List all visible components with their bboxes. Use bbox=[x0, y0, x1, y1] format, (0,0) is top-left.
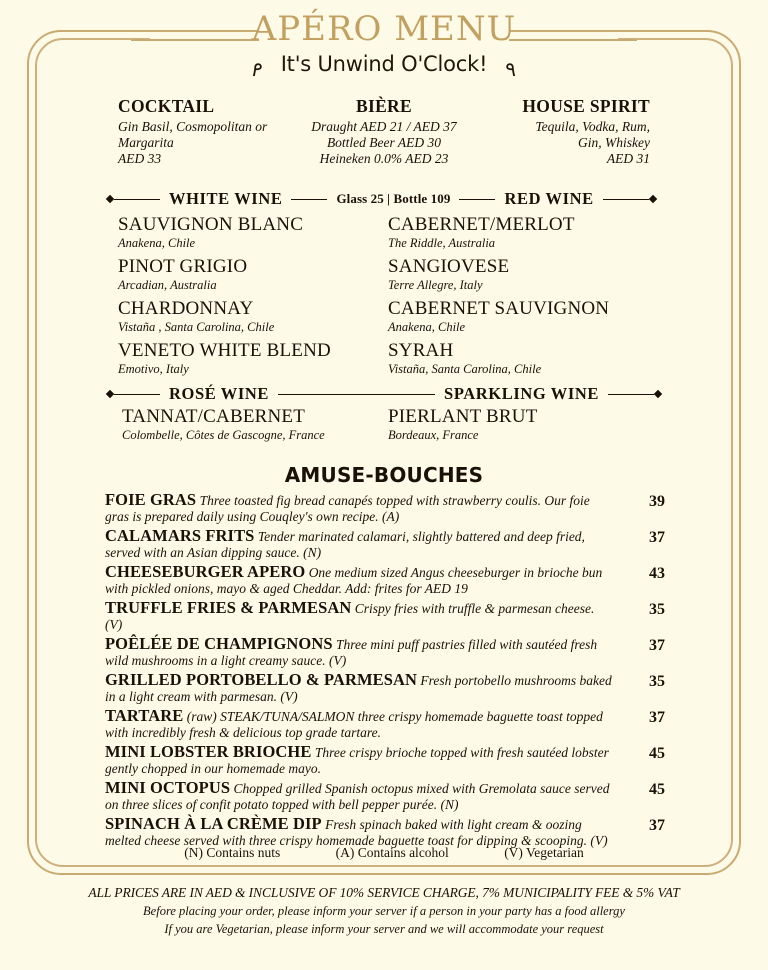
allergen-legend bbox=[0, 845, 768, 861]
rule-line bbox=[114, 394, 160, 395]
red-wine-heading: RED WINE bbox=[504, 189, 594, 208]
footer-price-note: ALL PRICES ARE IN AED & INCLUSIVE OF 10% SERVICE CHARGE, 7% MUNICIPALITY FEE & 5% VAT bbox=[88, 885, 680, 900]
drink-line: AED 33 bbox=[118, 151, 162, 166]
wine-name: PINOT GRIGIO bbox=[118, 256, 248, 277]
rose-wine-heading: ROSÉ WINE bbox=[169, 384, 270, 403]
menu-item-name: TARTARE bbox=[105, 706, 184, 725]
wine-origin: Arcadian, Australia bbox=[118, 278, 217, 292]
wine-section-rule bbox=[106, 189, 662, 209]
wine-origin: Colombelle, Côtes de Gascogne, France bbox=[122, 428, 325, 442]
footer-notes bbox=[0, 884, 768, 938]
wine-name: VENETO WHITE BLEND bbox=[118, 340, 331, 361]
menu-item bbox=[105, 744, 665, 777]
wine-name: SYRAH bbox=[388, 340, 454, 361]
rule-line bbox=[291, 199, 327, 200]
menu-item-description: (raw) STEAK/TUNA/SALMON three crispy homemade baguette toast topped with incredibly fresh & delicious top grade tartare. bbox=[105, 709, 603, 740]
red-wine-list bbox=[388, 214, 678, 382]
menu-item-price: 37 bbox=[649, 817, 665, 834]
wine-entry bbox=[388, 214, 678, 251]
wine-entry bbox=[118, 256, 378, 293]
wine-entry bbox=[118, 340, 378, 377]
wine-entry bbox=[388, 256, 678, 293]
drink-line: Tequila, Vodka, Rum, bbox=[535, 119, 650, 134]
amuse-bouches-list bbox=[105, 492, 665, 852]
wine-origin: Anakena, Chile bbox=[388, 320, 466, 334]
menu-item-description: Fresh spinach baked with light cream & oozing melted cheese served with three crispy homemade baguette toast for dipping & scooping. (V) bbox=[105, 817, 608, 848]
menu-item-description: One medium sized Angus cheeseburger in brioche bun with pickled onions, mayo & aged Cheddar. Add: frites for AED 19 bbox=[105, 565, 603, 596]
menu-item-body bbox=[105, 600, 665, 633]
rose-wine-list bbox=[122, 406, 372, 448]
rule-line bbox=[603, 199, 649, 200]
footer-allergy-note: Before placing your order, please inform your server if a person in your party has a food allergy bbox=[143, 904, 625, 918]
menu-item-body bbox=[105, 528, 665, 561]
menu-item-name: MINI OCTOPUS bbox=[105, 778, 231, 797]
menu-item-description: Crispy fries with truffle & parmesan cheese. (V) bbox=[105, 601, 595, 632]
wine-entry bbox=[118, 214, 378, 251]
menu-item-body bbox=[105, 492, 665, 525]
legend-nuts: (N) Contains nuts bbox=[184, 845, 281, 860]
rule-line bbox=[608, 394, 654, 395]
amuse-bouches-heading: AMUSE-BOUCHES bbox=[284, 463, 484, 487]
legend-alcohol: (A) Contains alcohol bbox=[335, 845, 449, 860]
wine-origin: Vistaña , Santa Carolina, Chile bbox=[118, 320, 275, 334]
menu-item-description: Three toasted fig bread canapés topped with strawberry coulis. Our foie gras is prepared daily using Couqley's own recipe. (A) bbox=[105, 493, 590, 524]
wine-name: TANNAT/CABERNET bbox=[122, 406, 306, 427]
drink-line: AED 31 bbox=[606, 151, 650, 166]
wine-price-note: Glass 25 | Bottle 109 bbox=[336, 191, 451, 206]
drink-heading: BIÈRE bbox=[356, 96, 412, 116]
wine-entry bbox=[118, 298, 378, 335]
wine-name: CABERNET/MERLOT bbox=[388, 214, 575, 235]
menu-item bbox=[105, 708, 665, 741]
menu-item bbox=[105, 672, 665, 705]
menu-item-body bbox=[105, 636, 665, 669]
page-title-text: APÉRO MENU bbox=[251, 9, 517, 49]
sparkling-wine-list bbox=[388, 406, 668, 448]
menu-item-price: 43 bbox=[649, 565, 665, 582]
menu-item-price: 37 bbox=[649, 709, 665, 726]
menu-item bbox=[105, 636, 665, 669]
wine-origin: Vistaña, Santa Carolina, Chile bbox=[388, 362, 542, 376]
wine-entry bbox=[122, 406, 372, 443]
drink-heading: COCKTAIL bbox=[118, 96, 215, 116]
menu-item bbox=[105, 600, 665, 633]
menu-item-body bbox=[105, 780, 665, 813]
wine-origin: Bordeaux, France bbox=[388, 428, 479, 442]
menu-item-name: GRILLED PORTOBELLO & PARMESAN bbox=[105, 670, 418, 689]
menu-item-price: 37 bbox=[649, 637, 665, 654]
white-wine-heading: WHITE WINE bbox=[169, 189, 283, 208]
menu-item-name: SPINACH À LA CRÈME DIP bbox=[105, 814, 322, 833]
wine-name: CHARDONNAY bbox=[118, 298, 254, 319]
menu-item-price: 35 bbox=[649, 673, 665, 690]
page-title bbox=[0, 9, 768, 49]
menu-item-name: FOIE GRAS bbox=[105, 490, 197, 509]
wine-origin: The Riddle, Australia bbox=[388, 236, 496, 250]
legend-vegetarian: (V) Vegetarian bbox=[504, 845, 584, 860]
menu-item bbox=[105, 528, 665, 561]
tagline-row bbox=[0, 52, 768, 81]
rule-line bbox=[278, 394, 435, 395]
drink-line: Heineken 0.0% AED 23 bbox=[319, 151, 449, 166]
diamond-icon bbox=[649, 195, 657, 203]
menu-item bbox=[105, 564, 665, 597]
menu-item-name: MINI LOBSTER BRIOCHE bbox=[105, 742, 312, 761]
rose-sparkling-rule bbox=[106, 384, 662, 404]
wine-entry bbox=[388, 406, 668, 443]
footer-vegetarian-note: If you are Vegetarian, please inform your server and we will accommodate your request bbox=[164, 922, 604, 936]
wine-entry bbox=[388, 298, 678, 335]
wine-name: SAUVIGNON BLANC bbox=[118, 214, 304, 235]
menu-item-price: 45 bbox=[649, 745, 665, 762]
wine-name: SANGIOVESE bbox=[388, 256, 510, 277]
drink-column-house-spirit bbox=[473, 96, 708, 167]
wine-name: CABERNET SAUVIGNON bbox=[388, 298, 610, 319]
menu-item-price: 39 bbox=[649, 493, 665, 510]
drink-column-biere bbox=[295, 96, 472, 167]
menu-item-description: Chopped grilled Spanish octopus mixed with Gremolata sauce served on three slices of confit potato topped with bell pepper purée. (N) bbox=[105, 781, 610, 812]
wine-origin: Emotivo, Italy bbox=[118, 362, 189, 376]
menu-item-price: 45 bbox=[649, 781, 665, 798]
wine-origin: Anakena, Chile bbox=[118, 236, 196, 250]
menu-item-description: Three mini puff pastries filled with sautéed fresh wild mushrooms in a light creamy sauce. (V) bbox=[105, 637, 598, 668]
rule-line bbox=[114, 199, 160, 200]
diamond-icon bbox=[106, 390, 114, 398]
white-wine-list bbox=[118, 214, 378, 382]
drink-line: Draught AED 21 / AED 37 bbox=[311, 119, 457, 134]
drink-line: Gin Basil, Cosmopolitan or bbox=[118, 119, 268, 134]
menu-item-description: Fresh portobello mushrooms baked in a light cream with parmesan. (V) bbox=[105, 673, 612, 704]
menu-item-name: POÊLÉE DE CHAMPIGNONS bbox=[105, 634, 333, 653]
menu-item bbox=[105, 780, 665, 813]
wine-entry bbox=[388, 340, 678, 377]
wine-name: PIERLANT BRUT bbox=[388, 406, 538, 427]
menu-item-price: 35 bbox=[649, 601, 665, 618]
drinks-section bbox=[60, 96, 708, 167]
drink-line: Gin, Whiskey bbox=[578, 135, 650, 150]
sparkling-wine-heading: SPARKLING WINE bbox=[444, 384, 599, 403]
drink-heading: HOUSE SPIRIT bbox=[522, 96, 650, 116]
menu-item-name: CHEESEBURGER APERO bbox=[105, 562, 306, 581]
menu-item bbox=[105, 492, 665, 525]
menu-item-name: TRUFFLE FRIES & PARMESAN bbox=[105, 598, 352, 617]
drink-line: Margarita bbox=[118, 135, 174, 150]
menu-item-description: Three crispy brioche topped with fresh sautéed lobster gently chopped in our homemade mayo. bbox=[105, 745, 609, 776]
diamond-icon bbox=[106, 195, 114, 203]
menu-item-body bbox=[105, 708, 665, 741]
menu-item-body bbox=[105, 672, 665, 705]
swash-right-icon: ٩ bbox=[505, 57, 517, 81]
diamond-icon bbox=[654, 390, 662, 398]
drink-column-cocktail bbox=[60, 96, 295, 167]
rule-line bbox=[459, 199, 495, 200]
menu-item-body bbox=[105, 564, 665, 597]
wine-origin: Terre Allegre, Italy bbox=[388, 278, 483, 292]
menu-item-body bbox=[105, 744, 665, 777]
menu-item-price: 37 bbox=[649, 529, 665, 546]
drink-line: Bottled Beer AED 30 bbox=[326, 135, 442, 150]
menu-item-description: Tender marinated calamari, slightly battered and deep fried, served with an Asian dipping sauce. (N) bbox=[105, 529, 585, 560]
swash-left-icon: ٩ bbox=[251, 57, 263, 81]
tagline-text: It's Unwind O'Clock! bbox=[280, 52, 488, 76]
menu-item-name: CALAMARS FRITS bbox=[105, 526, 255, 545]
